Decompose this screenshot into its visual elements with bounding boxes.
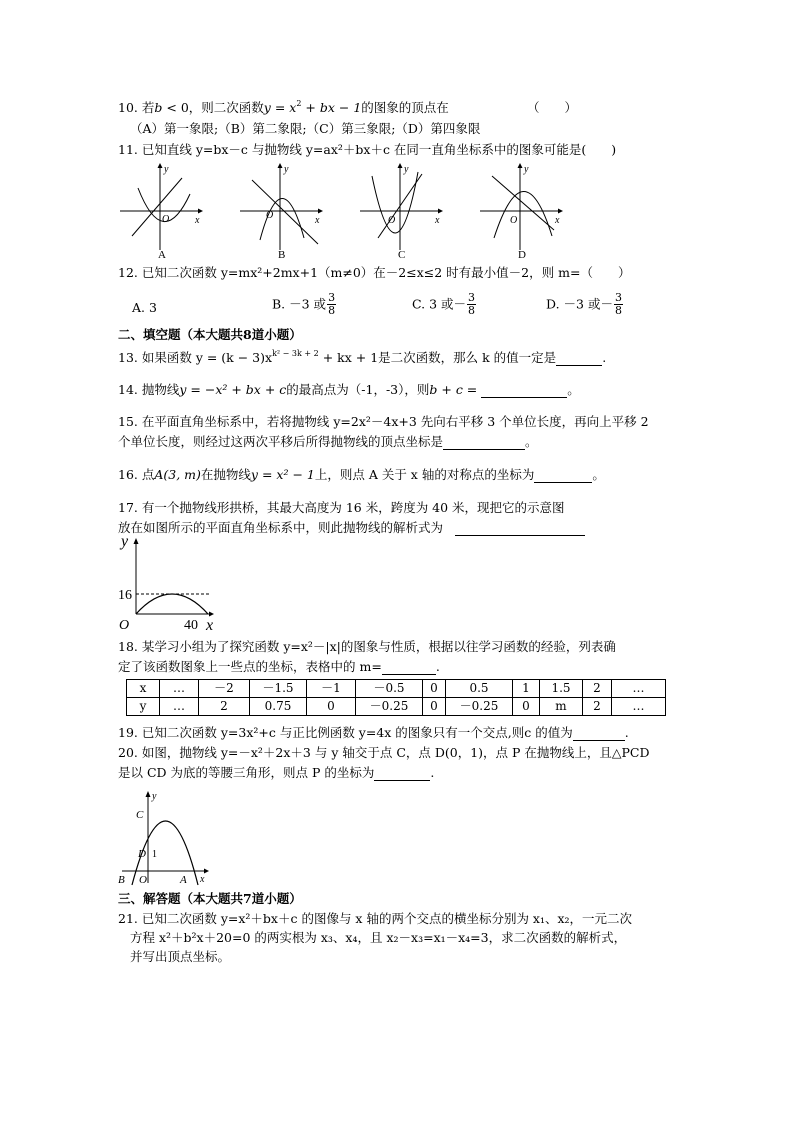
table-cell: y [127, 698, 160, 716]
table-cell: 0 [423, 698, 446, 716]
q12-option-c-frac [467, 292, 476, 317]
q10-number: 10. [118, 100, 138, 115]
table-row-y [127, 698, 666, 716]
q14-function: y = −x² + bx + c [179, 382, 287, 397]
q16-point: A(3, m) [154, 467, 201, 482]
table-cell: 0 [307, 698, 356, 716]
q13-stem [118, 350, 606, 366]
graph-label: A [158, 249, 166, 261]
q19-text: 19. 已知二次函数 y=3x²+c 与正比例函数 y=4x 的图象只有一个交点,则c 的值为 [118, 725, 573, 740]
table-cell: … [612, 698, 666, 716]
x-arrow [438, 209, 443, 214]
origin-label: O [388, 215, 396, 226]
table-cell: 1.5 [540, 680, 583, 698]
table-cell: x [127, 680, 160, 698]
frac-den: 8 [328, 304, 336, 317]
frac-num: 3 [468, 291, 475, 304]
q12-option-d [546, 292, 624, 317]
q21-line-3: 并写出顶点坐标。 [130, 949, 231, 964]
q16-function: y = x² − 1 [250, 467, 315, 482]
section-2-heading: 二、填空题（本大题共8道小题） [118, 327, 302, 342]
table-cell: －1.5 [250, 680, 307, 698]
q20-line-1: 20. 如图，抛物线 y=－x²＋2x＋3 与 y 轴交于点 C，点 D(0，1)，点 P 在抛物线上，且△PCD [118, 745, 650, 760]
q10-fn-minus: − 1 [334, 100, 362, 115]
table-cell: －0.25 [446, 698, 513, 716]
point-c-label: C [136, 809, 144, 821]
point-b-label: B [118, 874, 125, 886]
q18-value-table [126, 679, 666, 716]
span-label: 40 [184, 618, 198, 633]
frac-den: 8 [614, 304, 622, 317]
q12-option-b-frac [327, 292, 336, 317]
q10-options: （A）第一象限;（B）第二象限;（C）第三象限;（D）第四象限 [130, 121, 481, 136]
q15-line-1: 15. 在平面直角坐标系中，若将抛物线 y=2x²－4x+3 先向右平移 3 个单位长度，再向上平移 2 [118, 414, 649, 429]
x-label: x [435, 215, 440, 226]
y-label: y [164, 164, 169, 175]
q12-option-d-frac [614, 292, 623, 317]
x-arrow [209, 612, 214, 617]
q18-line-1: 18. 某学习小组为了探究函数 y=x²－|x|的图象与性质，根据以往学习函数的经验，列表确 [118, 639, 616, 654]
y-label: y [524, 164, 529, 175]
q15-line-2 [118, 434, 538, 450]
line [132, 178, 182, 236]
table-cell: 0 [423, 680, 446, 698]
q12-option-d-text: D. －3 或－ [546, 296, 613, 312]
q16-post: 上，则点 A 关于 x 轴的对称点的坐标为 [314, 467, 535, 482]
q10-fn-plus: + [301, 100, 320, 115]
x-label: x [315, 215, 320, 226]
q14-end: 。 [567, 382, 580, 397]
arch-parabola [136, 594, 208, 614]
q19-end: . [624, 725, 629, 740]
q10-fn-bx: bx [319, 100, 335, 115]
table-cell: －1 [307, 680, 356, 698]
line [492, 176, 554, 230]
table-cell: －0.5 [356, 680, 423, 698]
y-arrow [146, 791, 151, 797]
height-label: 16 [118, 588, 132, 603]
graph-label: C [398, 249, 406, 261]
q10-cond-rest: < 0，则二次函数 [162, 100, 264, 115]
table-cell: … [160, 698, 199, 716]
table-cell: 1 [513, 680, 540, 698]
q10-fn-y: y [263, 100, 271, 115]
q12-option-b [272, 292, 337, 317]
y-label: y [152, 791, 157, 802]
frac-den: 8 [468, 304, 475, 317]
graph-label: D [518, 249, 526, 261]
table-cell: 0 [513, 698, 540, 716]
q13-post: + kx + 1是二次函数，那么 k 的值一定是 [318, 350, 557, 365]
q13-exponent: k² − 3k + 2 [272, 349, 319, 358]
q10-fn-x: x [289, 100, 297, 115]
q14-answer-blank[interactable] [481, 397, 567, 398]
frac-num: 3 [328, 291, 336, 304]
q11-stem: 11. 已知直线 y=bx－c 与抛物线 y=ax²＋bx＋c 在同一直角坐标系中的图象可能是( ) [118, 142, 617, 157]
origin-label: O [162, 214, 170, 225]
table-cell: … [612, 680, 666, 698]
q16-answer-blank[interactable] [534, 482, 592, 483]
y-label: y [284, 164, 289, 175]
q10-cond-b: b [154, 100, 163, 115]
q18-end: . [435, 659, 440, 674]
q11-graph-d [478, 160, 568, 261]
q18-line-2 [118, 659, 440, 675]
point-d-label: D [138, 848, 146, 860]
y-label: y [121, 533, 129, 550]
q11-graph-c [358, 160, 448, 261]
q15-end: 。 [525, 434, 538, 449]
q11-graph-b [238, 160, 328, 261]
q20-answer-blank[interactable] [374, 780, 430, 781]
q11-graph-a [118, 160, 208, 261]
q14-expression: b + c = [429, 382, 482, 397]
table-cell: m [540, 698, 583, 716]
table-cell: －0.25 [356, 698, 423, 716]
x-arrow [558, 209, 563, 214]
origin-label: O [510, 215, 518, 226]
q20-parabola-figure [118, 787, 214, 885]
q15-line-2-text: 个单位长度，则经过这两次平移后所得抛物线的顶点坐标是 [118, 434, 444, 449]
q10-stem-pre: 若 [141, 100, 155, 115]
q17-line-2-text: 放在如图所示的平面直角坐标系中，则此抛物线的解析式为 [118, 520, 444, 535]
point-a-label: A [180, 874, 187, 886]
q12-stem: 12. 已知二次函数 y=mx²+2mx+1（m≠0）在－2≤x≤2 时有最小值－2，则 m=（ ） [118, 265, 631, 280]
q16-end: 。 [592, 467, 605, 482]
q12-option-a: A. 3 [132, 300, 157, 315]
q13-answer-blank[interactable] [556, 365, 602, 366]
q10-answer-paren: （ ） [527, 100, 578, 115]
q12-option-c-text: C. 3 或－ [412, 296, 466, 312]
q18-line-2-text: 定了该函数图象上一些点的坐标，表格中的 m= [118, 659, 382, 674]
q19-stem [118, 725, 629, 741]
q13-pre: 13. 如果函数 y = (k − 3)x [118, 350, 273, 365]
q16-mid: 在抛物线 [200, 467, 251, 482]
table-cell: 0.5 [446, 680, 513, 698]
q17-bridge-figure [116, 532, 220, 634]
q14-pre: 14. 抛物线 [118, 382, 180, 397]
q12-option-b-text: B. －3 或 [272, 296, 327, 312]
x-arrow [318, 209, 323, 214]
y-arrow [134, 538, 139, 544]
q16-stem [118, 467, 605, 483]
frac-num: 3 [614, 291, 622, 304]
q10-stem-post: 的图象的顶点在 [361, 100, 449, 115]
x-label: x [195, 215, 200, 226]
q16-pre: 16. 点 [118, 467, 155, 482]
y-arrow [518, 163, 523, 168]
origin-label: O [139, 874, 147, 886]
x-arrow [204, 869, 209, 874]
q21-line-2: 方程 x²＋b²x＋20=0 的两实根为 x₃、x₄，且 x₂－x₃=x₁－x₄=3，求二次函数的解析式， [130, 930, 627, 945]
table-cell: 0.75 [250, 698, 307, 716]
q20-line-2 [118, 765, 434, 781]
table-cell: … [160, 680, 199, 698]
q15-answer-blank[interactable] [443, 449, 525, 450]
origin-label: O [266, 210, 274, 221]
q18-answer-blank[interactable] [382, 674, 436, 675]
table-cell: 2 [583, 680, 612, 698]
table-cell: 2 [583, 698, 612, 716]
table-row-x [127, 680, 666, 698]
x-label: x [206, 617, 214, 634]
section-3-heading: 三、解答题（本大题共7道小题） [118, 891, 302, 906]
q12-option-c [412, 292, 477, 317]
graph-label: B [278, 249, 286, 261]
q17-line-1: 17. 有一个抛物线形拱桥，其最大高度为 16 米，跨度为 40 米，现把它的示意图 [118, 500, 565, 515]
q13-end: . [602, 350, 607, 365]
y-arrow [158, 163, 163, 168]
y-arrow [278, 163, 283, 168]
table-cell: －2 [199, 680, 250, 698]
q10-fn-exp: 2 [296, 99, 302, 108]
one-label: 1 [152, 849, 157, 860]
q19-answer-blank[interactable] [573, 740, 625, 741]
x-label: x [555, 215, 560, 226]
y-label: y [404, 164, 409, 175]
q10-fn-eq: = [270, 100, 290, 115]
y-arrow [398, 163, 403, 168]
origin-label: O [119, 618, 130, 633]
q14-stem [118, 382, 580, 398]
q20-end: . [430, 765, 435, 780]
q17-answer-blank[interactable] [455, 535, 585, 536]
q20-line-2-text: 是以 CD 为底的等腰三角形，则点 P 的坐标为 [118, 765, 375, 780]
table-cell: 2 [199, 698, 250, 716]
parabola [494, 191, 552, 238]
q21-line-1: 21. 已知二次函数 y=x²＋bx＋c 的图像与 x 轴的两个交点的横坐标分别为 x₁、x₂，一元二次 [118, 911, 633, 926]
q10-stem [118, 100, 449, 116]
x-label: x [200, 874, 205, 885]
x-arrow [198, 209, 203, 214]
q14-mid: 的最高点为（-1，-3），则 [286, 382, 430, 397]
